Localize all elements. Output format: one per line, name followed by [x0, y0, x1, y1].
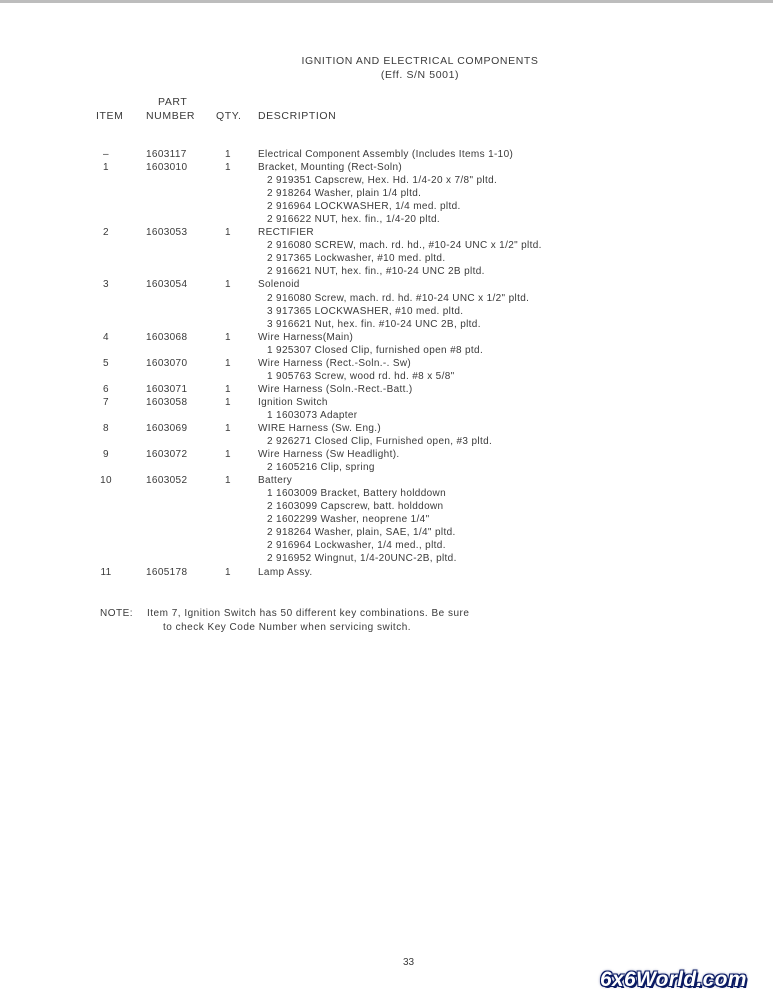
- quantity: 1: [225, 396, 231, 408]
- quantity: 1: [225, 475, 231, 487]
- top-border: [0, 0, 773, 3]
- subpart-description: 2 916080 Screw, mach. rd. hd. #10-24 UNC x 1/2" pltd.: [267, 292, 530, 304]
- subpart-row: [0, 292, 773, 305]
- parts-list: [0, 148, 773, 579]
- page-title: IGNITION AND ELECTRICAL COMPONENTS: [301, 55, 539, 67]
- parts-row: [0, 161, 773, 174]
- header-qty: QTY.: [216, 110, 242, 122]
- subpart-description: 2 918264 Washer, plain 1/4 pltd.: [267, 188, 422, 200]
- header-part: PART: [158, 96, 188, 108]
- subpart-row: [0, 435, 773, 448]
- note-line-2: to check Key Code Number when servicing switch.: [163, 622, 412, 633]
- subpart-row: [0, 239, 773, 252]
- quantity: 1: [225, 566, 231, 578]
- subpart-row: [0, 370, 773, 383]
- subpart-description: 2 1605216 Clip, spring: [267, 462, 375, 474]
- part-number: 1603052: [146, 475, 188, 487]
- item-number: 4: [103, 331, 109, 343]
- item-number: 6: [103, 383, 109, 395]
- subpart-description: 3 917365 LOCKWASHER, #10 med. pltd.: [267, 305, 464, 317]
- description: Bracket, Mounting (Rect-Soln): [258, 162, 403, 174]
- subpart-description: 2 916964 LOCKWASHER, 1/4 med. pltd.: [267, 201, 461, 213]
- item-number: 1: [103, 162, 109, 174]
- parts-row: [0, 383, 773, 396]
- item-number: 5: [103, 357, 109, 369]
- parts-row: [0, 331, 773, 344]
- subpart-row: [0, 513, 773, 526]
- header-description: DESCRIPTION: [258, 110, 337, 122]
- subpart-description: 2 916080 SCREW, mach. rd. hd., #10-24 UNC x 1/2" pltd.: [267, 240, 542, 252]
- item-number: 3: [103, 279, 109, 291]
- subpart-description: 1 1603073 Adapter: [267, 409, 358, 421]
- page-number: 33: [403, 957, 415, 968]
- subpart-row: [0, 200, 773, 213]
- subpart-row: [0, 344, 773, 357]
- part-number: 1605178: [146, 566, 188, 578]
- parts-row: [0, 148, 773, 161]
- header-number: NUMBER: [146, 110, 196, 122]
- subpart-description: 2 919351 Capscrew, Hex. Hd. 1/4-20 x 7/8" pltd.: [267, 175, 498, 187]
- part-number: 1603072: [146, 449, 188, 461]
- description: Solenoid: [258, 279, 300, 291]
- parts-row: [0, 278, 773, 291]
- part-number: 1603071: [146, 383, 188, 395]
- part-number: 1603070: [146, 357, 188, 369]
- note-line-1: Item 7, Ignition Switch has 50 different key combinations. Be sure: [147, 608, 470, 619]
- part-number: 1603068: [146, 331, 188, 343]
- quantity: 1: [225, 449, 231, 461]
- quantity: 1: [225, 162, 231, 174]
- item-number: 11: [100, 566, 112, 578]
- header-item: ITEM: [96, 110, 124, 122]
- quantity: 1: [225, 279, 231, 291]
- description: Electrical Component Assembly (Includes Items 1-10): [258, 149, 514, 160]
- subpart-row: [0, 552, 773, 565]
- part-number: 1603053: [146, 227, 188, 239]
- description: Wire Harness (Soln.-Rect.-Batt.): [258, 383, 413, 395]
- subpart-row: [0, 213, 773, 226]
- item-number: 9: [103, 449, 109, 461]
- item-number: 8: [103, 422, 109, 434]
- quantity: 1: [225, 357, 231, 369]
- subpart-description: 2 918264 Washer, plain, SAE, 1/4" pltd.: [267, 527, 456, 539]
- part-number: 1603010: [146, 162, 188, 174]
- parts-row: [0, 422, 773, 435]
- part-number: 1603058: [146, 396, 188, 408]
- item-number: 2: [103, 227, 109, 239]
- item-number: 7: [103, 396, 109, 408]
- part-number: 1603117: [146, 149, 187, 160]
- subpart-row: [0, 265, 773, 278]
- description: WIRE Harness (Sw. Eng.): [258, 422, 382, 434]
- subpart-description: 2 926271 Closed Clip, Furnished open, #3 pltd.: [267, 436, 493, 448]
- subpart-description: 1 905763 Screw, wood rd. hd. #8 x 5/8": [267, 370, 455, 382]
- parts-row: [0, 396, 773, 409]
- parts-row: [0, 474, 773, 487]
- subpart-row: [0, 526, 773, 539]
- part-number: 1603069: [146, 422, 188, 434]
- parts-row: [0, 448, 773, 461]
- watermark-logo: 6x6World.com: [600, 968, 747, 991]
- item-number: 10: [100, 475, 112, 487]
- item-number: –: [103, 149, 109, 160]
- subpart-description: 2 1602299 Washer, neoprene 1/4": [267, 514, 430, 526]
- subpart-row: [0, 174, 773, 187]
- description: Wire Harness(Main): [258, 331, 354, 343]
- description: RECTIFIER: [258, 227, 314, 239]
- parts-row: [0, 357, 773, 370]
- description: Battery: [258, 475, 293, 487]
- quantity: 1: [225, 227, 231, 239]
- subpart-row: [0, 187, 773, 200]
- page-subtitle: (Eff. S/N 5001): [380, 69, 460, 81]
- description: Wire Harness (Rect.-Soln.-. Sw): [258, 357, 412, 369]
- subpart-description: 1 1603009 Bracket, Battery holddown: [267, 488, 447, 500]
- subpart-description: 2 1603099 Capscrew, batt. holddown: [267, 501, 444, 513]
- subpart-description: 2 917365 Lockwasher, #10 med. pltd.: [267, 253, 446, 265]
- subpart-description: 2 916964 Lockwasher, 1/4 med., pltd.: [267, 540, 446, 552]
- quantity: 1: [225, 422, 231, 434]
- subpart-row: [0, 539, 773, 552]
- quantity: 1: [225, 383, 231, 395]
- subpart-row: [0, 487, 773, 500]
- description: Wire Harness (Sw Headlight).: [258, 449, 400, 461]
- note-label: NOTE:: [100, 608, 134, 619]
- parts-row: [0, 226, 773, 239]
- subpart-description: 2 916622 NUT, hex. fin., 1/4-20 pltd.: [267, 214, 441, 226]
- part-number: 1603054: [146, 279, 188, 291]
- quantity: 1: [225, 149, 231, 160]
- subpart-row: [0, 461, 773, 474]
- subpart-row: [0, 305, 773, 318]
- subpart-row: [0, 252, 773, 265]
- quantity: 1: [225, 331, 231, 343]
- description: Ignition Switch: [258, 396, 328, 408]
- subpart-row: [0, 409, 773, 422]
- parts-row: [0, 566, 773, 579]
- subpart-description: 1 925307 Closed Clip, furnished open #8 ptd.: [267, 344, 484, 356]
- subpart-description: 2 916621 NUT, hex. fin., #10-24 UNC 2B pltd.: [267, 266, 485, 278]
- subpart-row: [0, 500, 773, 513]
- subpart-description: 3 916621 Nut, hex. fin. #10-24 UNC 2B, pltd.: [267, 318, 481, 330]
- subpart-row: [0, 318, 773, 331]
- subpart-description: 2 916952 Wingnut, 1/4-20UNC-2B, pltd.: [267, 553, 457, 565]
- description: Lamp Assy.: [258, 566, 313, 578]
